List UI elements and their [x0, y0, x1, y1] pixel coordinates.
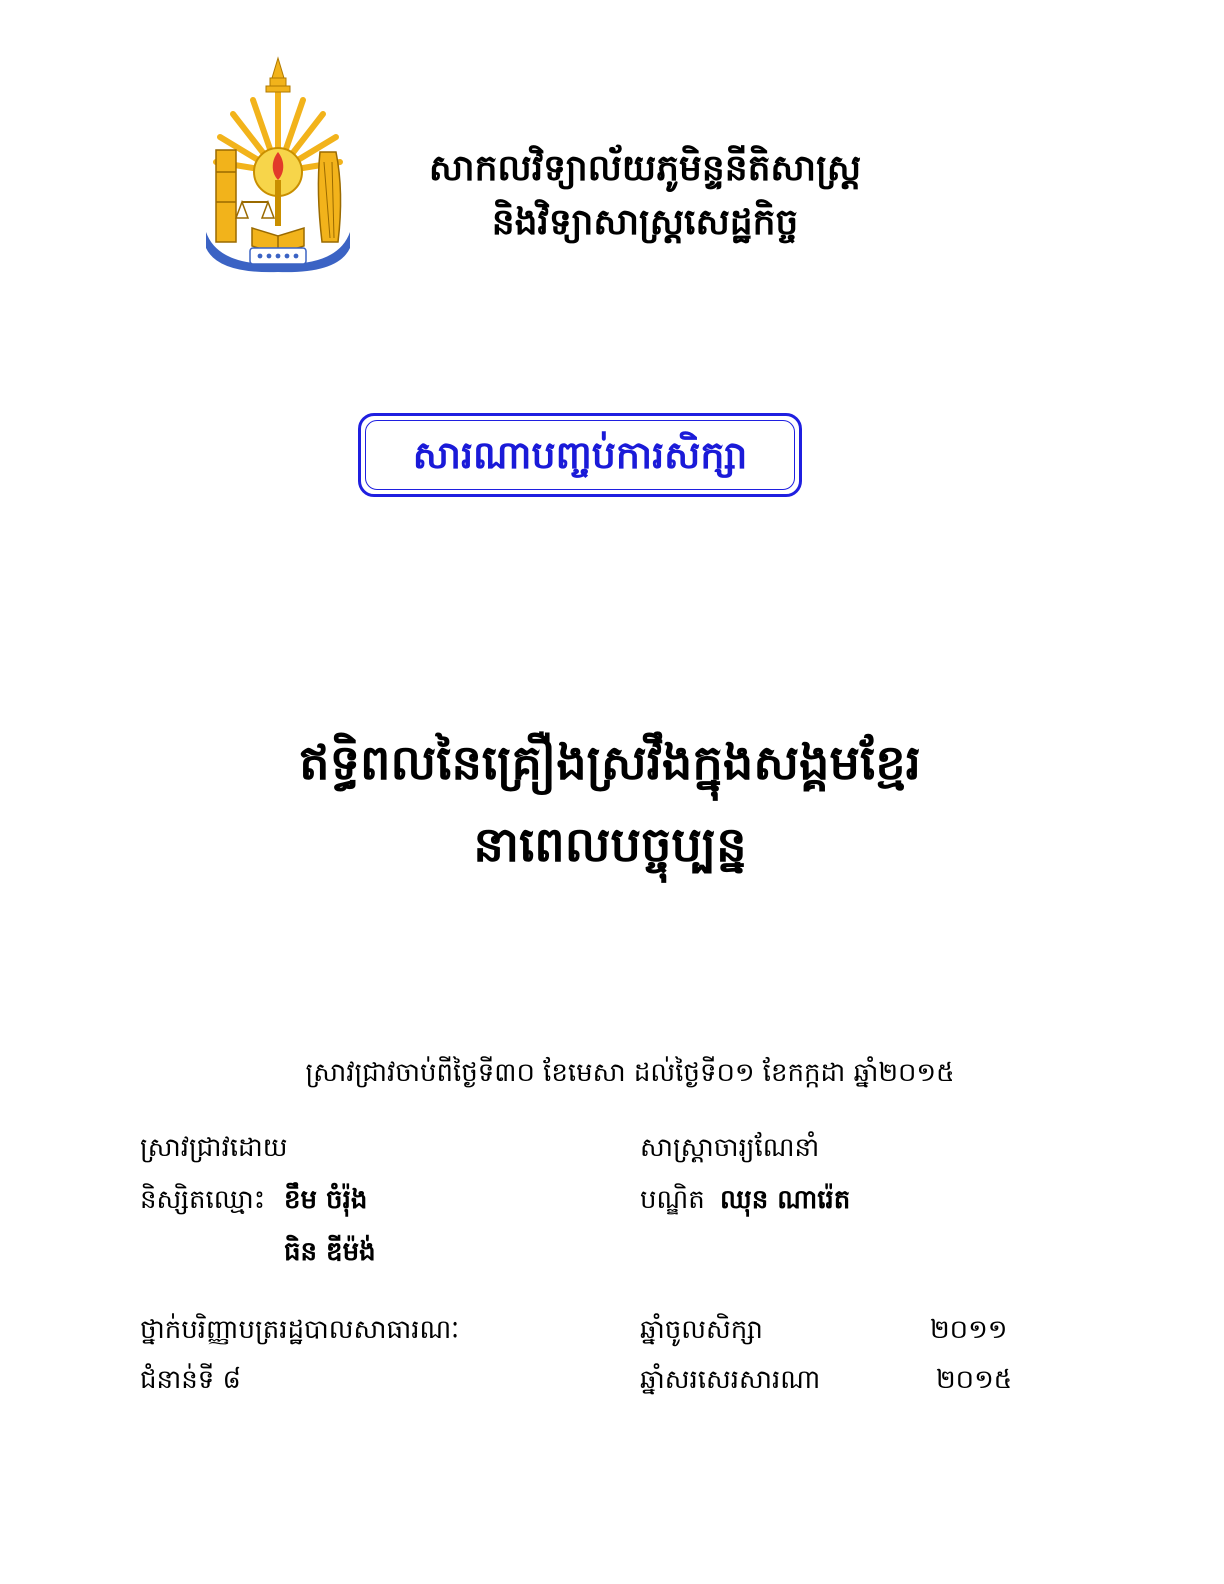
- university-name-line2: និងវិទ្យាសាស្ត្រសេដ្ឋកិច្ច: [491, 202, 799, 243]
- program-class: ថ្នាក់បរិញ្ញាបត្ររដ្ឋបាលសាធារណៈ: [140, 1315, 460, 1345]
- advisor-heading: សាស្ត្រាចារ្យណែនាំ: [640, 1133, 820, 1163]
- document-type-label: សារណាបញ្ចប់ការសិក្សា: [412, 433, 748, 477]
- university-emblem-icon: [198, 52, 358, 274]
- thesis-title-line2: នាពេលបច្ចុប្បន្ន: [473, 817, 747, 873]
- research-period: ស្រាវជ្រាវចាប់ពីថ្ងៃទី៣០ ខែមេសា ដល់ថ្ងៃទី០១ ខែកក្កដា ឆ្នាំ២០១៥: [305, 1058, 955, 1088]
- thesis-year-label: ឆ្នាំសរសេរសារណា: [640, 1365, 821, 1395]
- student-name-1: ខឹម ចំរ៉ុង: [284, 1185, 368, 1215]
- enrollment-year-label: ឆ្នាំចូលសិក្សា: [640, 1315, 763, 1345]
- student-name-label: និស្សិតឈ្មោះ: [140, 1185, 266, 1215]
- student-name-2: ធិន ឌីម៉ង់: [284, 1237, 376, 1267]
- advisor-title: បណ្ឌិត: [640, 1185, 705, 1215]
- thesis-title-line1: ឥទ្ធិពលនៃគ្រឿងស្រវឹងក្នុងសង្គមខ្មែរ: [299, 735, 921, 791]
- researchers-heading: ស្រាវជ្រាវដោយ: [140, 1133, 288, 1163]
- thesis-title: [150, 722, 1070, 886]
- advisor-name: ឈុន ណារ៉េត: [720, 1185, 851, 1215]
- university-name: [400, 142, 890, 250]
- program-generation: ជំនាន់ទី ៨: [140, 1365, 241, 1395]
- document-type-box: [358, 413, 802, 497]
- university-name-line1: សាកលវិទ្យាល័យភូមិន្ទនីតិសាស្ត្រ: [428, 148, 862, 189]
- thesis-year: ២០១៥: [936, 1365, 1013, 1395]
- enrollment-year: ២០១១: [930, 1315, 1008, 1345]
